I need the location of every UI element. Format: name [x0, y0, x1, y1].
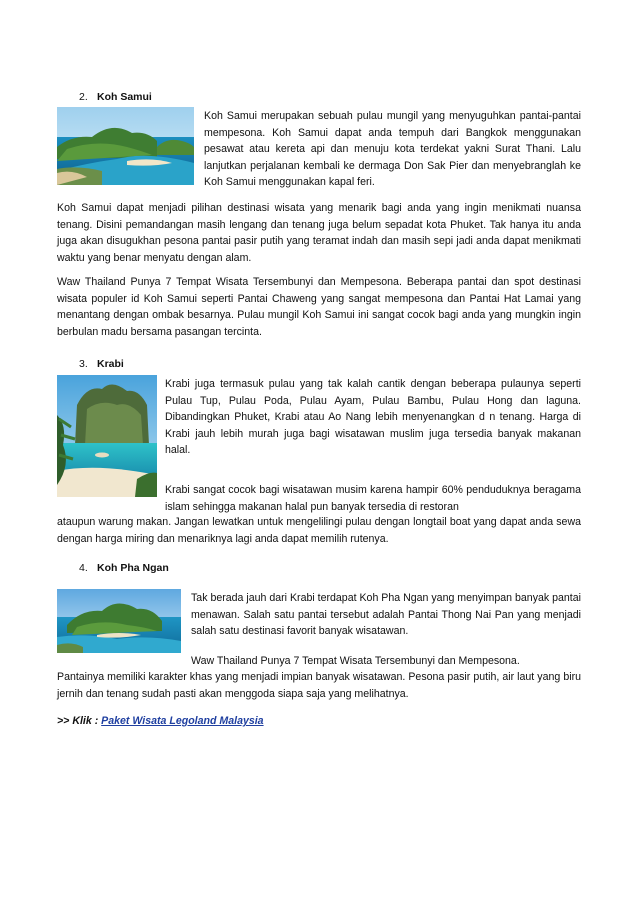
krabi-second-text: Krabi sangat cocok bagi wisatawan musim karena hampir 60% penduduknya beragama islam sehingga makanan halal pun banyak tersedia di restoran	[165, 484, 581, 513]
koh-samui-paragraph-1: Koh Samui dapat menjadi pilihan destinasi wisata yang menarik bagi anda yang ingin menikmati nuansa tenang. Disini pemandangan masih lengang dan tenang juga belum sepadat kota Phuket. Tak hanya itu anda juga akan disugukhan pesona pantai pasir putih yang teramat indah dan masih sepi jadi anda dapat menikmati waktu yang benar menyatu dengan alam.	[57, 202, 581, 264]
promo-link-line	[57, 715, 264, 727]
koh-samui-intro-text: Koh Samui merupakan sebuah pulau mungil yang menyuguhkan pantai-pantai mempesona. Koh Samui dapat anda tempuh dari Bangkok menggunakan pesawat atau kereta api dan menuju kota terdekat yakni Surat Thani. Lalu lanjutkan perjalanan kembali ke dermaga Don Sak Pier dan menyebranglah ke Koh Samui menggunakan kapal feri.	[204, 110, 581, 188]
section-title: Koh Samui	[97, 91, 152, 103]
section-number: 3.	[79, 358, 88, 370]
paket-wisata-legoland-link[interactable]: Paket Wisata Legoland Malaysia	[101, 715, 264, 727]
section-number: 4.	[79, 562, 88, 574]
link-prefix: >> Klik :	[57, 715, 102, 727]
island-lagoon-photo-icon	[57, 107, 194, 185]
section-title: Krabi	[97, 358, 124, 370]
koh-samui-paragraph-2: Waw Thailand Punya 7 Tempat Wisata Tersembunyi dan Mempesona. Beberapa pantai dan spot destinasi wisata populer id Koh Samui seperti Pantai Chaweng yang sangat mempesona dan Pantai Hat Lamai yang menantang dengan ombak besarnya. Pulau mungil Koh Samui ini sangat cocok bagi anda yang mungkin ingin berbulan madu bersama pasangan tercinta.	[57, 276, 581, 338]
krabi-continuation-text: ataupun warung makan. Jangan lewatkan untuk mengelilingi pulau dengan longtail boat yang dapat anda sewa dengan harga miring dan menariknya lagi anda dapat memilih rutenya.	[57, 516, 581, 545]
section-heading-koh-pha-ngan	[79, 562, 169, 574]
krabi-intro-text: Krabi juga termasuk pulau yang tak kalah cantik dengan beberapa pulaunya seperti Pulau Tup, Pulau Poda, Pulau Ayam, Pulau Bambu, Pulau Hong dan laguna. Dibandingkan Phuket, Krabi atau Ao Nang lebih menyenangkan d n tenang. Harga di Krabi jauh lebih murah juga bagi wisatawan muslim juga tersedia banyak makanan halal.	[165, 378, 581, 456]
koh-pha-ngan-second-text: Waw Thailand Punya 7 Tempat Wisata Tersembunyi dan Mempesona.	[191, 655, 520, 667]
section-number: 2.	[79, 91, 88, 103]
section-title: Koh Pha Ngan	[97, 562, 169, 574]
koh-pha-ngan-intro-text: Tak berada jauh dari Krabi terdapat Koh Pha Ngan yang menyimpan banyak pantai menawan. Salah satu pantai tersebut adalah Pantai Thong Nai Pan yang menjadi salah satu destinasi favorit banyak wisatawan.	[191, 592, 581, 637]
koh-pha-ngan-continuation-text: Pantainya memiliki karakter khas yang menjadi impian banyak wisatawan. Pesona pasir putih, air laut yang biru jernih dan tenang sudah pasti akan menggoda siapa saja yang melihatnya.	[57, 671, 581, 700]
section-heading-krabi	[79, 358, 124, 370]
limestone-cliff-beach-photo-icon	[57, 375, 157, 497]
tropical-island-photo-icon	[57, 589, 181, 653]
section-heading-koh-samui	[79, 91, 152, 103]
